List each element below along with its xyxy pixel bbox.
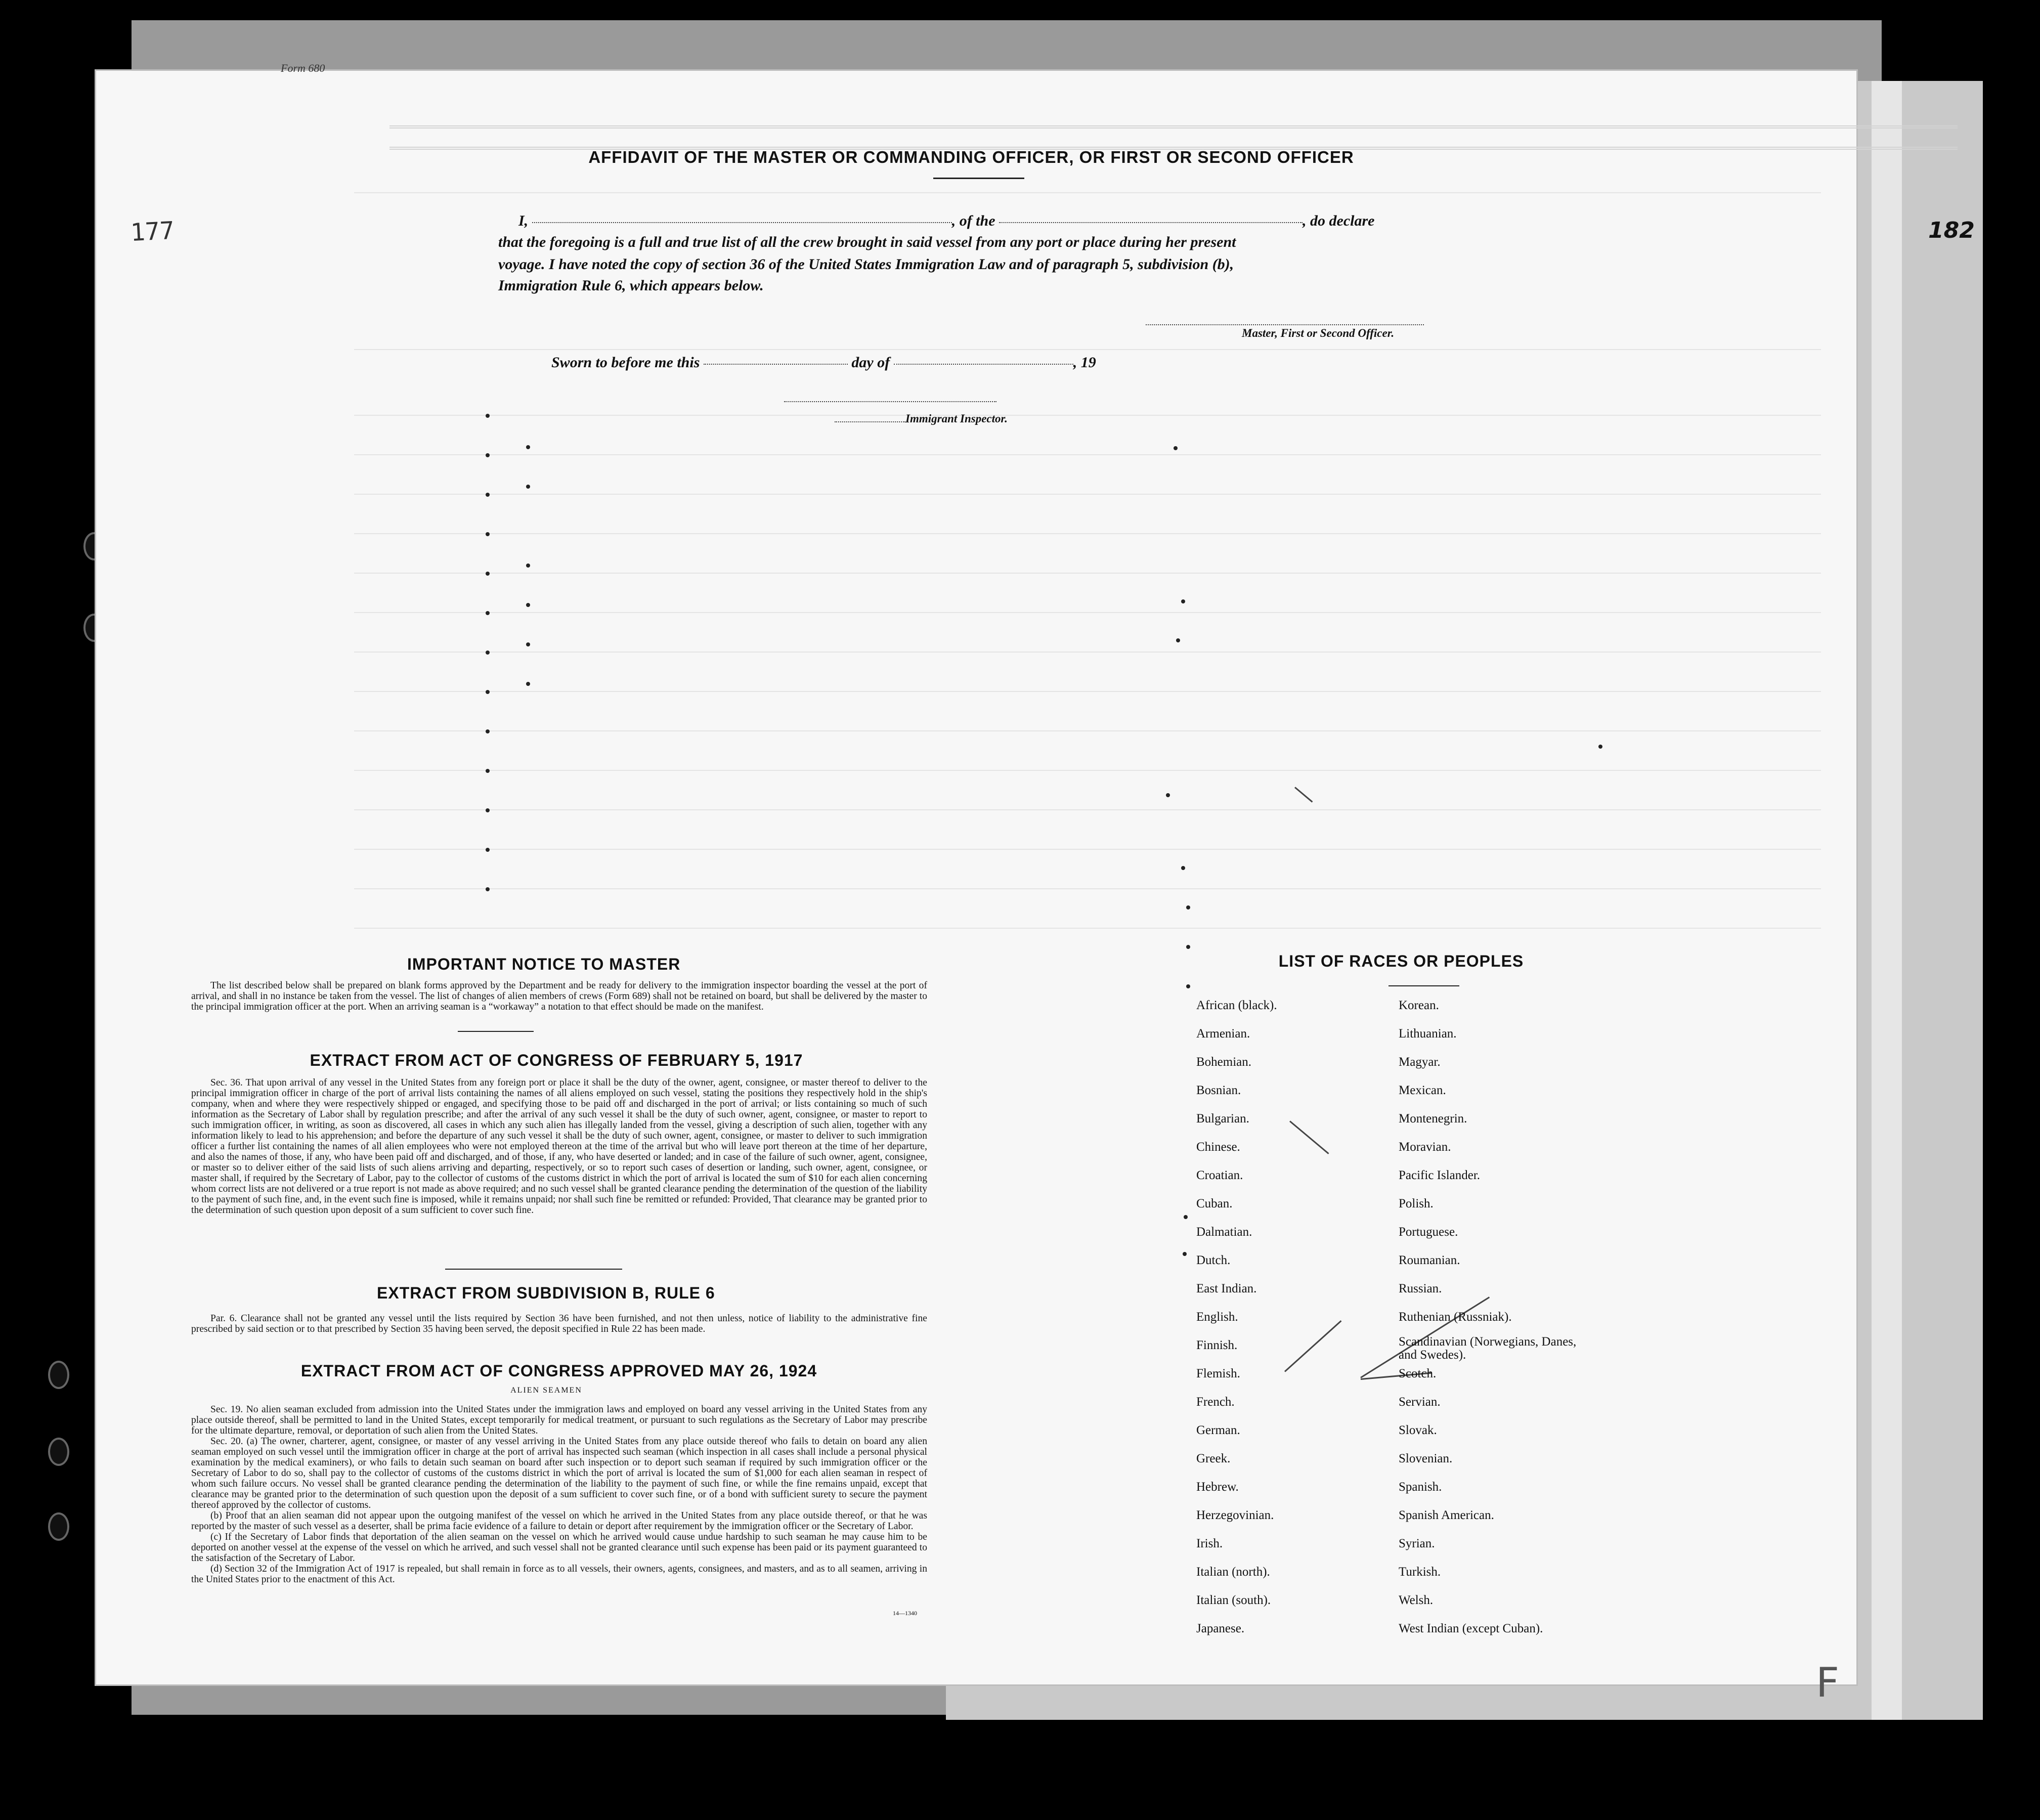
race-item: Russian. — [1399, 1282, 1442, 1295]
alien-seamen-subheading: ALIEN SEAMEN — [510, 1386, 582, 1395]
race-item: Croatian. — [1196, 1168, 1243, 1182]
race-item: Scandinavian (Norwegians, Danes, and Swedes). — [1399, 1335, 1577, 1362]
corner-mark: F — [1816, 1659, 1840, 1706]
section-20a-paragraph: Sec. 20. (a) The owner, charterer, agent, consignee, or master of any vessel arriving in the United States from any place outside thereof who fails to detain on board any alien seaman employed on such vessel until the immigration officer in charge at the port of arrival has inspected such seaman (which inspection in all cases shall include a personal physical examination by the medical examiners), or who fails to detain such seaman on board after such inspection or to deport such seaman if required by such immigration officer or the Secretary of Labor to do so, shall pay to the collector of customs of the customs district in which the port of arrival is located the sum of $1,000 for each alien seaman in respect of whom such failure occurs. No vessel shall be granted clearance pending the determination of the liability to the payment of such fine, or while the fine remains unpaid, except that clearance may be granted prior to the determination of such question upon the deposit of a sum sufficient to cover such fine, or of a bond with sufficient surety to secure the payment thereof approved by the collector of customs. — [191, 1436, 927, 1510]
race-item: English. — [1196, 1310, 1238, 1324]
race-item: Finnish. — [1196, 1338, 1238, 1352]
bleed-through-rule — [354, 533, 1821, 534]
ink-dot — [486, 611, 490, 615]
extract-rule6-heading: EXTRACT FROM SUBDIVISION B, RULE 6 — [377, 1284, 715, 1302]
race-item: African (black). — [1196, 999, 1277, 1012]
ink-dot — [486, 729, 490, 733]
name-field[interactable] — [532, 222, 952, 223]
bleed-through-rule — [354, 809, 1821, 810]
section-20d-paragraph: (d) Section 32 of the Immigration Act of 1917 is repealed, but shall remain in force as to all vessels, their owners, agents, consignees, and masters, and as to all seamen, arriving in the United States prior to the enactment of this Act. — [191, 1564, 927, 1585]
ink-dot — [486, 414, 490, 418]
race-item: Dalmatian. — [1196, 1225, 1252, 1239]
ink-dot — [1186, 984, 1190, 988]
affidavit-line: voyage. I have noted the copy of section 36 of the United States Immigration Law and of paragraph 5, subdivision (b), — [498, 256, 1234, 273]
section-19-paragraph: Sec. 19. No alien seaman excluded from admission into the United States under the immigration laws and employed on board any vessel arriving in the United States from any place outside thereof, shall be permitted to land in the United States, except temporarily for medical treatment, or pursuant to such regulations as the Secretary of Labor may prescribe for the ultimate departure, removal, or deportation of such alien from the United States. — [191, 1404, 927, 1436]
race-item: Bohemian. — [1196, 1055, 1252, 1069]
ink-dot — [486, 887, 490, 891]
bleed-through-rule — [354, 454, 1821, 455]
bleed-through-rule — [354, 415, 1821, 416]
race-item: Welsh. — [1399, 1593, 1434, 1607]
ink-dot — [526, 564, 530, 568]
ink-dot — [526, 485, 530, 489]
affidavit-i: I, — [518, 212, 529, 229]
ink-dot — [486, 493, 490, 497]
race-item: Dutch. — [1196, 1253, 1231, 1267]
race-item: West Indian (except Cuban). — [1399, 1622, 1543, 1635]
race-item: Scotch. — [1399, 1367, 1437, 1380]
master-signature-field[interactable] — [1146, 324, 1424, 325]
race-item: Mexican. — [1399, 1084, 1446, 1097]
race-item: Roumanian. — [1399, 1253, 1460, 1267]
notice-text — [191, 980, 927, 1012]
paragraph-6: Par. 6. Clearance shall not be granted any vessel until the lists required by Section 36 have been furnished, and not then unless, notice of liability to the administrative fine prescribed by said section or to that prescribed by Section 35 having been served, the deposit specified in Rule 22 has been made. — [191, 1313, 927, 1334]
race-item: Spanish. — [1399, 1480, 1442, 1494]
bleed-through-rule — [354, 928, 1821, 929]
bleed-through-rule — [354, 652, 1821, 653]
race-item: East Indian. — [1196, 1282, 1257, 1295]
section-36-paragraph: Sec. 36. That upon arrival of any vessel in the United States from any foreign port or place it shall be the duty of the owner, agent, consignee, or master thereof to deliver to the principal immigration officer in charge of the port of arrival lists containing the names of all aliens employed on such vessel, stating the positions they respectively hold in the ship's company, when and where they were respectively shipped or engaged, and specifying those to be paid off and discharged in the port of arrival; or lists containing so much of such information as the Secretary of Labor shall by regulation prescribe; and after the arrival of any such vessel it shall be the duty of such owner, agent, consignee, or master to report to such immigration officer, in writing, as soon as discovered, all cases in which any such alien has illegally landed from the vessel, giving a description of such alien, together with any information likely to lead to his apprehension; and before the departure of any such vessel it shall be the duty of such owner, agent, consignee, or master to deliver to such immigration officer a further list containing the names of all alien employees who were not employed thereon at the time of the arrival but who will leave port thereon at the time of her departure, and also the names of those, if any, who have been paid off and discharged, and of those, if any, who have deserted or landed; and in case of the failure of such owner, agent, consignee, or master so to deliver either of the said lists of such aliens arriving and departing, respectively, or so to report such cases of desertion or landing, such owner, agent, consignee, or master shall, if required by the Secretary of Labor, pay to the collector of customs of the customs district in which the port of arrival is located the sum of $10 for each alien concerning whom correct lists are not delivered or a true report is not made as above required; and no such vessel shall be granted clearance pending the determination of the question of the liability to the payment of such fine, and, in the event such fine is imposed, while it remains unpaid; nor shall such fine be remitted or refunded: Provided, That clearance may be granted prior to the determination of such question upon deposit of a sum sufficient to cover such fine. — [191, 1077, 927, 1216]
ink-dot — [1186, 905, 1190, 909]
ink-dot — [486, 651, 490, 655]
year-prefix: , 19 — [1073, 354, 1096, 371]
race-item: Lithuanian. — [1399, 1027, 1457, 1041]
ink-dot — [486, 690, 490, 694]
extract-1917-heading: EXTRACT FROM ACT OF CONGRESS OF FEBRUARY 5, 1917 — [310, 1051, 803, 1069]
bleed-through-rule — [354, 849, 1821, 850]
printing-number: 14—1340 — [893, 1610, 917, 1617]
form-label: Form 680 — [281, 62, 325, 74]
ink-dot — [1184, 1215, 1188, 1219]
ink-dot — [486, 769, 490, 773]
ink-dot — [1598, 745, 1602, 749]
page-number: 182 — [1928, 218, 1975, 243]
race-item: Magyar. — [1399, 1055, 1441, 1069]
margin-note: 177 — [129, 216, 176, 247]
race-item: Polish. — [1399, 1197, 1434, 1210]
ink-dot — [1181, 599, 1185, 603]
divider — [445, 1269, 622, 1270]
race-item: Ruthenian (Russniak). — [1399, 1310, 1512, 1324]
race-item: Syrian. — [1399, 1537, 1435, 1550]
race-item: Japanese. — [1196, 1622, 1245, 1635]
race-item: Korean. — [1399, 999, 1439, 1012]
race-item: Italian (south). — [1196, 1593, 1271, 1607]
sheet-edge — [1872, 81, 1902, 1720]
binder-hole — [48, 1438, 69, 1466]
bleed-through-rule — [354, 730, 1821, 731]
race-item: Italian (north). — [1196, 1565, 1270, 1579]
divider — [933, 178, 1024, 179]
race-item: French. — [1196, 1395, 1235, 1409]
ink-dot — [486, 453, 490, 457]
race-item: Pacific Islander. — [1399, 1168, 1481, 1182]
divider — [1388, 985, 1459, 986]
day-of-text: day of — [851, 354, 890, 371]
race-item: Cuban. — [1196, 1197, 1233, 1210]
extract-1924-text — [191, 1404, 927, 1585]
section-20b-paragraph: (b) Proof that an alien seaman did not appear upon the outgoing manifest of the vessel on which he arrived in the United States from any place outside thereof, or that he was reported by the master of such vessel as a deserter, shall be prima facie evidence of a failure to detain or deport after requirement by the immigration officer or the Secretary of Labor. — [191, 1510, 927, 1532]
race-item: Chinese. — [1196, 1140, 1240, 1154]
race-item: Slovenian. — [1399, 1452, 1453, 1465]
ink-dot — [526, 603, 530, 607]
bleed-through-rule — [354, 770, 1821, 771]
race-item: Armenian. — [1196, 1027, 1250, 1041]
race-item: Bosnian. — [1196, 1084, 1241, 1097]
bleed-through-rule — [354, 612, 1821, 613]
bleed-through-rule — [354, 494, 1821, 495]
races-list-left — [1196, 991, 1277, 1643]
races-list-right — [1399, 991, 1591, 1643]
race-item: Bulgarian. — [1196, 1112, 1249, 1125]
affidavit-declaration-line — [518, 212, 1374, 230]
extract-rule6-text — [191, 1313, 927, 1334]
month-field[interactable] — [894, 363, 1073, 365]
race-item: Slovak. — [1399, 1423, 1437, 1437]
bleed-through-rule — [354, 192, 1821, 193]
extract-1924-heading: EXTRACT FROM ACT OF CONGRESS APPROVED MAY 26, 1924 — [300, 1362, 817, 1380]
race-item: Montenegrin. — [1399, 1112, 1467, 1125]
ink-dot — [486, 572, 490, 576]
inspector-signature-field[interactable] — [835, 421, 905, 422]
affidavit-of-the: , of the — [951, 212, 995, 229]
ink-dot — [526, 445, 530, 449]
notice-paragraph: The list described below shall be prepared on blank forms approved by the Department and be ready for delivery to the immigration inspector boarding the vessel at the port of arrival, and shall in no instance be taken from the vessel. The list of changes of alien members of crews (Form 689) shall not be retained on board, but shall be delivered by the master to the principal immigration officer at the port. When an arriving seaman is a “workaway” a notation to that effect should be made on the manifest. — [191, 980, 927, 1012]
ink-dot — [526, 642, 530, 646]
race-item: Irish. — [1196, 1537, 1223, 1550]
ink-dot — [1183, 1252, 1187, 1256]
race-item: German. — [1196, 1423, 1240, 1437]
ink-dot — [486, 532, 490, 536]
race-item: Greek. — [1196, 1452, 1231, 1465]
races-heading: LIST OF RACES OR PEOPLES — [1278, 952, 1524, 970]
day-field[interactable] — [704, 363, 848, 365]
affidavit-declare: , do declare — [1303, 212, 1375, 229]
extract-1917-text — [191, 1077, 927, 1216]
inspector-signature-field[interactable] — [784, 401, 996, 402]
binder-hole — [48, 1512, 69, 1541]
race-item: Hebrew. — [1196, 1480, 1239, 1494]
race-item: Portuguese. — [1399, 1225, 1458, 1239]
inspector-caption: Immigrant Inspector. — [905, 412, 1008, 425]
affidavit-title: AFFIDAVIT OF THE MASTER OR COMMANDING OFFICER, OR FIRST OR SECOND OFFICER — [588, 148, 1354, 166]
bleed-through-rule — [354, 349, 1821, 350]
affidavit-line: that the foregoing is a full and true list of all the crew brought in said vessel from any port or place during her present — [498, 234, 1236, 250]
bleed-through-rule — [354, 573, 1821, 574]
sworn-text: Sworn to before me this — [551, 354, 700, 371]
ink-dot — [486, 808, 490, 812]
divider — [458, 1031, 534, 1032]
ink-dot — [1166, 793, 1170, 797]
master-caption: Master, First or Second Officer. — [1242, 327, 1395, 339]
race-item: Spanish American. — [1399, 1508, 1494, 1522]
ink-dot — [1176, 638, 1180, 642]
race-item: Herzegovinian. — [1196, 1508, 1274, 1522]
ink-dot — [486, 848, 490, 852]
vessel-field[interactable] — [999, 222, 1303, 223]
notice-heading: IMPORTANT NOTICE TO MASTER — [407, 955, 681, 973]
binder-hole — [48, 1361, 69, 1389]
bleed-through-title — [389, 125, 1958, 150]
affidavit-line: Immigration Rule 6, which appears below. — [498, 277, 764, 294]
ink-dot — [1186, 945, 1190, 949]
section-20c-paragraph: (c) If the Secretary of Labor finds that deportation of the alien seaman on the vessel on which he arrived would cause undue hardship to such seaman he may cause him to be deported on another vessel at the expense of the vessel on which he arrived, and such vessel shall not be granted clearance until such expense has been paid or its payment guaranteed to the satisfaction of the Secretary of Labor. — [191, 1532, 927, 1564]
bleed-through-rule — [354, 888, 1821, 889]
bleed-through-rule — [354, 691, 1821, 692]
race-item: Servian. — [1399, 1395, 1441, 1409]
ink-dot — [526, 682, 530, 686]
race-item: Moravian. — [1399, 1140, 1451, 1154]
ink-dot — [1174, 446, 1178, 450]
race-item: Turkish. — [1399, 1565, 1441, 1579]
race-item: Flemish. — [1196, 1367, 1240, 1380]
ink-dot — [1181, 866, 1185, 870]
sworn-line — [551, 354, 1096, 371]
